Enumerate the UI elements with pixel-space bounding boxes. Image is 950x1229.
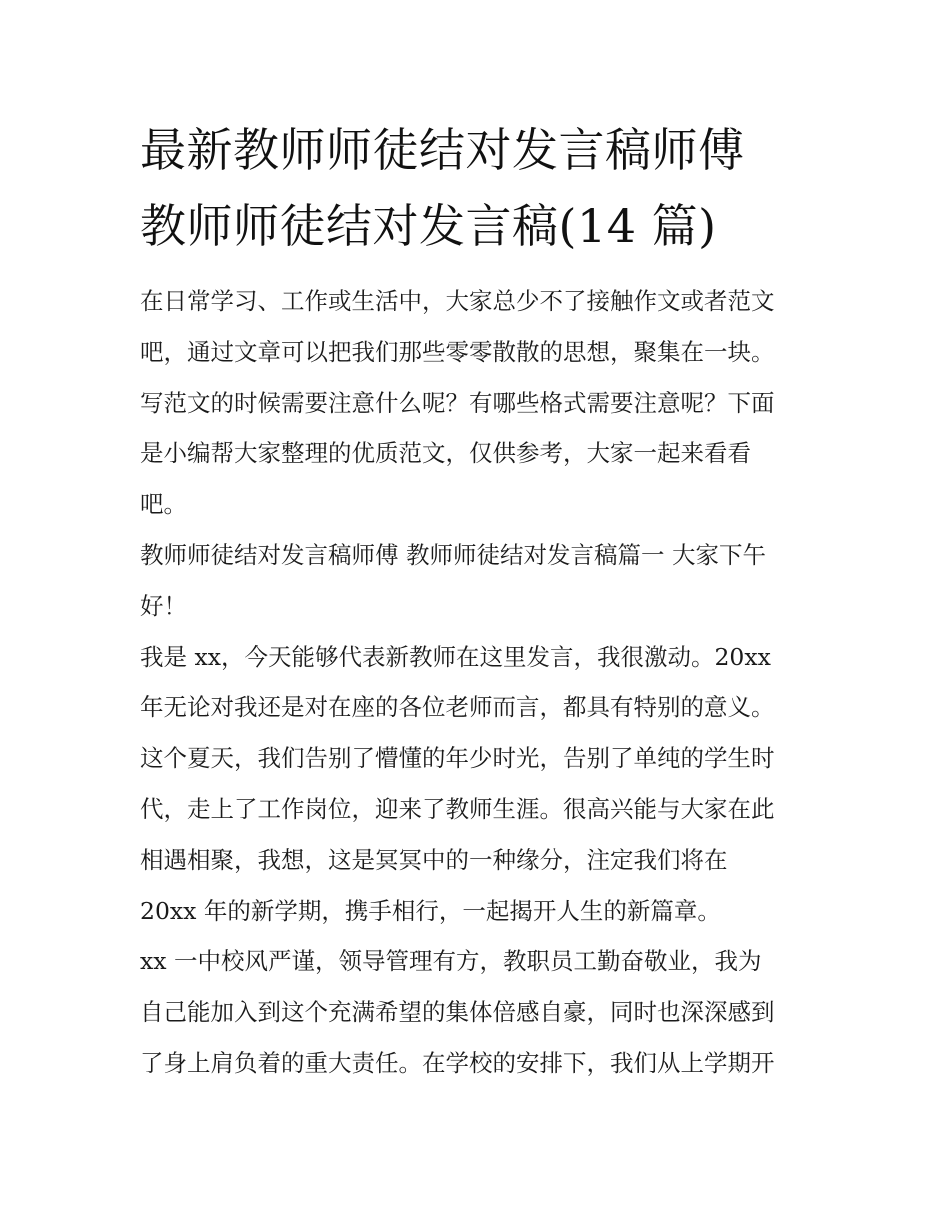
title-line: 最新教师师徒结对发言稿师傅 (140, 123, 745, 177)
body-line: 是小编帮大家整理的优质范文，仅供参考，大家一起来看看 (140, 439, 751, 468)
body-line: 写范文的时候需要注意什么呢？有哪些格式需要注意呢？下面 (140, 388, 775, 417)
body-line: 在日常学习、工作或生活中，大家总少不了接触作文或者范文 (140, 287, 775, 315)
title-line: 教师师徒结对发言稿(14 篇) (140, 199, 717, 253)
body-line: 好！ (140, 591, 187, 620)
body-line: 20xx 年的新学期，携手相行，一起揭开人生的新篇章。 (140, 896, 721, 925)
document-title (140, 112, 840, 264)
body-line: 我是 xx，今天能够代表新教师在这里发言，我很激动。20xx (140, 642, 771, 671)
body-line: 自己能加入到这个充满希望的集体倍感自豪，同时也深深感到 (140, 998, 775, 1027)
body-line: 教师师徒结对发言稿师傅 教师师徒结对发言稿篇一 大家下午 (140, 540, 766, 569)
document-body (140, 276, 830, 1089)
body-line: xx 一中校风严谨，领导管理有方，教职员工勤奋敬业，我为 (140, 947, 762, 976)
body-line: 年无论对我还是对在座的各位老师而言，都具有特别的意义。 (140, 693, 775, 722)
body-line: 吧，通过文章可以把我们那些零零散散的思想，聚集在一块。 (140, 337, 775, 366)
body-line: 相遇相聚，我想，这是冥冥中的一种缘分，注定我们将在 (140, 845, 728, 874)
body-line: 吧。 (140, 490, 187, 519)
body-line: 了身上肩负着的重大责任。在学校的安排下，我们从上学期开 (140, 1048, 775, 1077)
body-line: 代，走上了工作岗位，迎来了教师生涯。很高兴能与大家在此 (140, 794, 775, 823)
body-line: 这个夏天，我们告别了懵懂的年少时光，告别了单纯的学生时 (140, 744, 775, 773)
